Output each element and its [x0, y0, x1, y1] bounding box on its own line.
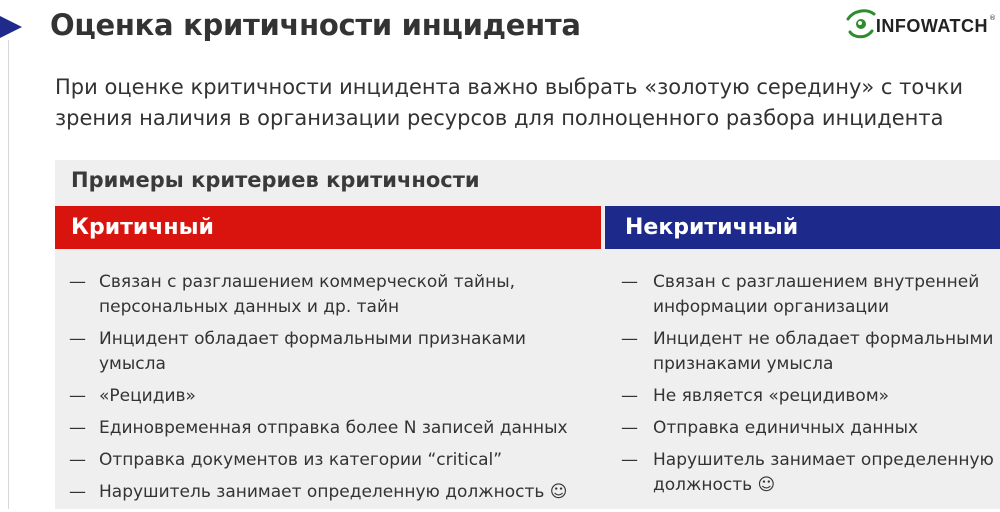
- bullet-dash: —: [621, 450, 638, 470]
- intro-paragraph: При оценке критичности инцидента важно выбрать «золотую середину» с точки зрения наличия в организации ресурсов для полноценного разбора инцидента: [55, 75, 963, 130]
- list-item: — Инцидент обладает формальными признаками умысла: [69, 329, 526, 374]
- bullet-dash: —: [621, 272, 638, 292]
- logo-wordmark: INFOWATCH: [875, 16, 988, 36]
- list-item: — Отправка единичных данных: [621, 416, 999, 441]
- list-item: — Связан с разглашением внутренней информации организации: [621, 272, 980, 317]
- bullet-dash: —: [621, 386, 638, 406]
- logo-registered-mark: ®: [989, 14, 996, 22]
- criteria-panel: [55, 160, 1000, 509]
- bullet-dash: —: [69, 272, 86, 292]
- slide-title: Оценка критичности инцидента: [50, 8, 581, 42]
- infowatch-logo: [844, 5, 996, 39]
- logo-eye-icon: [844, 5, 878, 39]
- bullet-dash: —: [69, 450, 86, 470]
- bullet-dash: —: [621, 418, 638, 438]
- critical-column-header: Критичный: [55, 206, 601, 249]
- list-item: — Отправка документов из категории “critical”: [55, 448, 595, 473]
- list-item: — Инцидент не обладает формальными признаками умысла: [621, 329, 994, 374]
- list-item: — Не является «рецидивом»: [621, 384, 999, 409]
- bullet-dash: —: [69, 386, 86, 406]
- slide-edge-line: [8, 40, 9, 509]
- noncritical-criteria-list: [621, 270, 999, 505]
- list-item: — «Рецидив»: [55, 384, 595, 409]
- bullet-dash: —: [69, 418, 86, 438]
- title-arrow-marker: [0, 16, 22, 38]
- list-item: — Связан с разглашением коммерческой тайны, персональных данных и др. тайн: [69, 272, 516, 317]
- panel-title: Примеры критериев критичности: [71, 168, 480, 192]
- bullet-dash: —: [69, 329, 86, 349]
- bullet-dash: —: [69, 482, 86, 502]
- list-item: — Нарушитель занимает определенную должность ☺: [621, 450, 994, 495]
- critical-criteria-list: [55, 270, 595, 512]
- list-item: — Нарушитель занимает определенную должность ☺: [55, 480, 595, 505]
- noncritical-column-header: Некритичный: [605, 206, 1000, 249]
- list-item: — Единовременная отправка более N записей данных: [55, 416, 595, 441]
- bullet-dash: —: [621, 329, 638, 349]
